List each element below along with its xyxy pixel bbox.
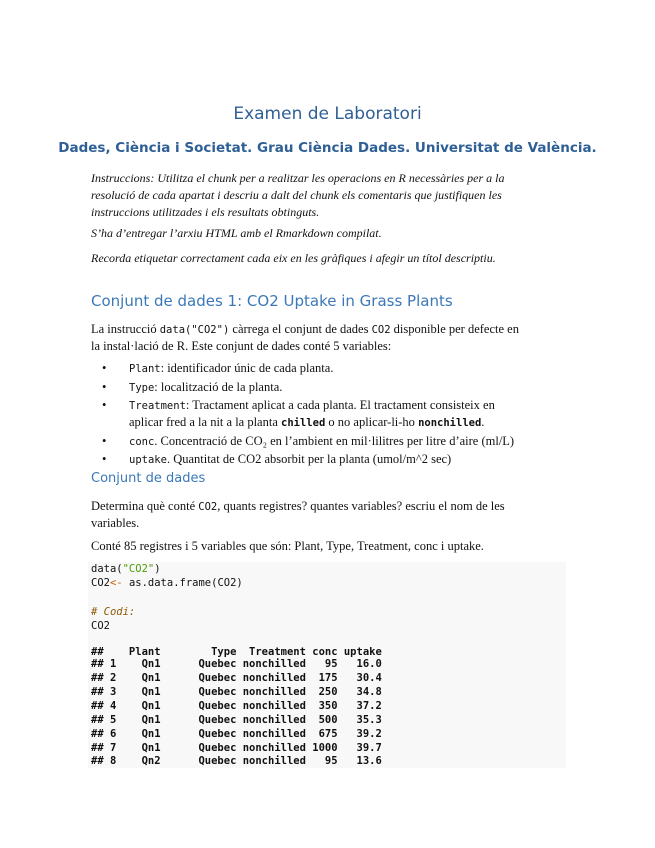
code-line bbox=[91, 563, 161, 576]
list-item-text: : Tractament aplicat a cada planta. El tractament consisteix en bbox=[185, 398, 495, 412]
output-row: ## 3 Qn1 Quebec nonchilled 250 34.8 bbox=[91, 686, 382, 698]
list-item: • Treatment: Tractament aplicat a cada planta. El tractament consisteix en aplicar fred a la nit a la planta chilled o no aplicar-li-ho nonchilled. bbox=[102, 398, 495, 429]
inline-code: data("CO2") bbox=[159, 324, 230, 336]
output-row: ## 8 Qn2 Quebec nonchilled 95 13.6 bbox=[91, 755, 382, 767]
list-item-text: . Quantitat de CO2 absorbit per la planta (umol/m^2 sec) bbox=[166, 452, 452, 466]
code-line bbox=[91, 577, 243, 590]
inline-code: CO2 bbox=[371, 324, 391, 336]
text: Determina què conté bbox=[91, 499, 199, 513]
instructions-line: Instruccions: Utilitza el chunk per a realitzar les operacions en R necessàries per a la bbox=[91, 171, 505, 185]
list-item-text: : localització de la planta. bbox=[154, 379, 283, 394]
submission-note: S’ha d’entregar l’arxiu HTML amb el Rmarkdown compilat. bbox=[91, 226, 382, 240]
output-row: ## 2 Qn1 Quebec nonchilled 175 30.4 bbox=[91, 672, 382, 684]
list-item: • conc. Concentració de CO₂ en l’ambient en mil·lilitres per litre d’aire (ml/L) bbox=[102, 433, 515, 448]
list-item-text: : identificador únic de cada planta. bbox=[160, 361, 334, 375]
output-row: ## 6 Qn1 Quebec nonchilled 675 39.2 bbox=[91, 728, 382, 740]
subsection-heading: Conjunt de dades bbox=[91, 471, 206, 486]
page-subtitle: Dades, Ciència i Societat. Grau Ciència Dades. Universitat de València. bbox=[58, 140, 597, 156]
list-item: • Type: localització de la planta. bbox=[102, 379, 283, 394]
output-row: ## 4 Qn1 Quebec nonchilled 350 37.2 bbox=[91, 700, 382, 712]
code-block bbox=[88, 562, 566, 768]
question-line bbox=[91, 498, 561, 515]
answer-paragraph: Conté 85 registres i 5 variables que són: Plant, Type, Treatment, conc i uptake. bbox=[91, 539, 484, 553]
output-header: ## Plant Type Treatment conc uptake bbox=[91, 646, 382, 658]
inline-code: Plant bbox=[129, 363, 161, 375]
question-line: variables. bbox=[91, 516, 140, 530]
list-item-text: . Concentració de CO₂ en l’ambient en mil·lilitres per litre d’aire (ml/L) bbox=[154, 433, 515, 448]
code-token: data( bbox=[91, 563, 123, 575]
page-title: Examen de Laboratori bbox=[233, 104, 422, 124]
code-line: CO2 bbox=[91, 620, 110, 632]
text: , quants registres? quantes variables? escriu el nom de les bbox=[217, 499, 505, 513]
code-string: "CO2" bbox=[122, 563, 155, 575]
code-operator: <- bbox=[109, 577, 123, 589]
dataset-intro bbox=[91, 321, 561, 354]
list-item-text: . bbox=[481, 415, 485, 429]
list-item-text: o no aplicar-li-ho bbox=[325, 415, 419, 429]
code-token: CO2 bbox=[91, 577, 110, 589]
inline-code: nonchilled bbox=[418, 417, 482, 429]
output-row: ## 7 Qn1 Quebec nonchilled 1000 39.7 bbox=[91, 742, 382, 754]
inline-code: conc bbox=[129, 435, 155, 448]
code-comment: # Codi: bbox=[91, 606, 136, 618]
text: disponible per defecte en bbox=[390, 322, 519, 336]
list-item-text: aplicar fred a la nit a la planta bbox=[129, 415, 282, 429]
output-row: ## 5 Qn1 Quebec nonchilled 500 35.3 bbox=[91, 714, 382, 726]
dataset-intro-line bbox=[91, 321, 561, 338]
text: La instrucció bbox=[91, 322, 160, 336]
inline-code: Treatment bbox=[129, 400, 186, 412]
question-paragraph bbox=[91, 498, 561, 531]
text: càrrega el conjunt de dades bbox=[229, 322, 372, 336]
instructions-line: resolució de cada apartat i descriu a dalt del chunk els comentaris que justifiquen les bbox=[91, 188, 502, 202]
list-item: • uptake. Quantitat de CO2 absorbit per la planta (umol/m^2 sec) bbox=[102, 452, 452, 466]
inline-code: Type bbox=[129, 381, 155, 394]
dataset-intro-line: la instal·lació de R. Este conjunt de dades conté 5 variables: bbox=[91, 339, 392, 353]
inline-code: CO2 bbox=[198, 501, 218, 513]
code-token: ) bbox=[154, 563, 161, 575]
labeling-note: Recorda etiquetar correctament cada eix en les gràfiques i afegir un títol descriptiu. bbox=[91, 251, 496, 265]
inline-code: uptake bbox=[129, 454, 167, 466]
inline-code: chilled bbox=[281, 417, 326, 429]
output-row: ## 1 Qn1 Quebec nonchilled 95 16.0 bbox=[91, 658, 382, 670]
variable-list bbox=[91, 360, 561, 470]
section-heading: Conjunt de dades 1: CO2 Uptake in Grass Plants bbox=[91, 292, 453, 310]
list-item: • Plant: identificador únic de cada planta. bbox=[102, 361, 334, 375]
instructions-paragraph bbox=[91, 170, 561, 221]
instructions-line: instruccions utilitzades i els resultats obtinguts. bbox=[91, 205, 320, 219]
code-token: as.data.frame(CO2) bbox=[122, 577, 243, 589]
